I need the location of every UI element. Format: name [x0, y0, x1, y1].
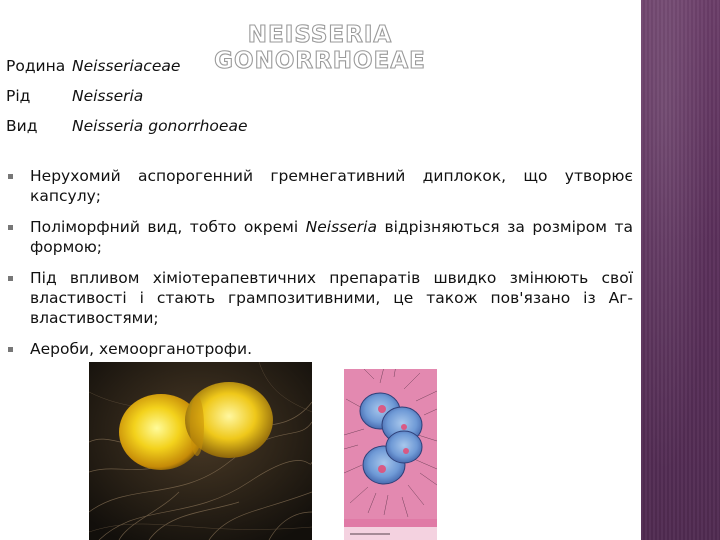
diplococcus-photo-yellow — [89, 362, 312, 540]
list-item-text: Нерухомий аспорогенний гремнегативний диплокок, що утворює капсулу; — [30, 167, 633, 205]
bullet-marker — [8, 276, 13, 281]
taxonomy-value: Neisseria gonorrhoeae — [72, 117, 248, 135]
bullet-marker — [8, 174, 13, 179]
taxonomy-family-row — [6, 56, 180, 76]
diplococcus-photo-stained — [344, 369, 437, 540]
bullet-marker — [8, 225, 13, 230]
decorative-sidebar — [641, 0, 720, 540]
list-item-text-before: Поліморфний вид, тобто окремі — [30, 218, 306, 236]
list-item-text: Під впливом хіміотерапевтичних препаратів швидко змінюють свої властивості і стають грампозитивними, це також пов'язано із Аг-властивостями; — [30, 269, 633, 327]
list-item — [8, 268, 633, 328]
taxonomy-label: Родина — [6, 57, 66, 75]
list-item-text-after: відрізняються за розміром та формою; — [30, 218, 633, 256]
list-item-italic-term: Neisseria — [305, 218, 377, 236]
taxonomy-genus-row — [6, 86, 143, 106]
taxonomy-label: Вид — [6, 117, 38, 135]
slide-title: NEISSERIA GONORRHOEAE — [214, 22, 426, 74]
list-item — [8, 166, 633, 206]
taxonomy-label: Рід — [6, 87, 31, 105]
list-item — [8, 217, 633, 257]
feature-list — [8, 166, 633, 370]
taxonomy-value: Neisseria — [72, 87, 144, 105]
list-item — [8, 339, 633, 359]
bullet-marker — [8, 347, 13, 352]
taxonomy-species-row — [6, 116, 247, 136]
list-item-text: Аероби, хемоорганотрофи. — [30, 340, 253, 358]
taxonomy-value: Neisseriaceae — [72, 57, 181, 75]
